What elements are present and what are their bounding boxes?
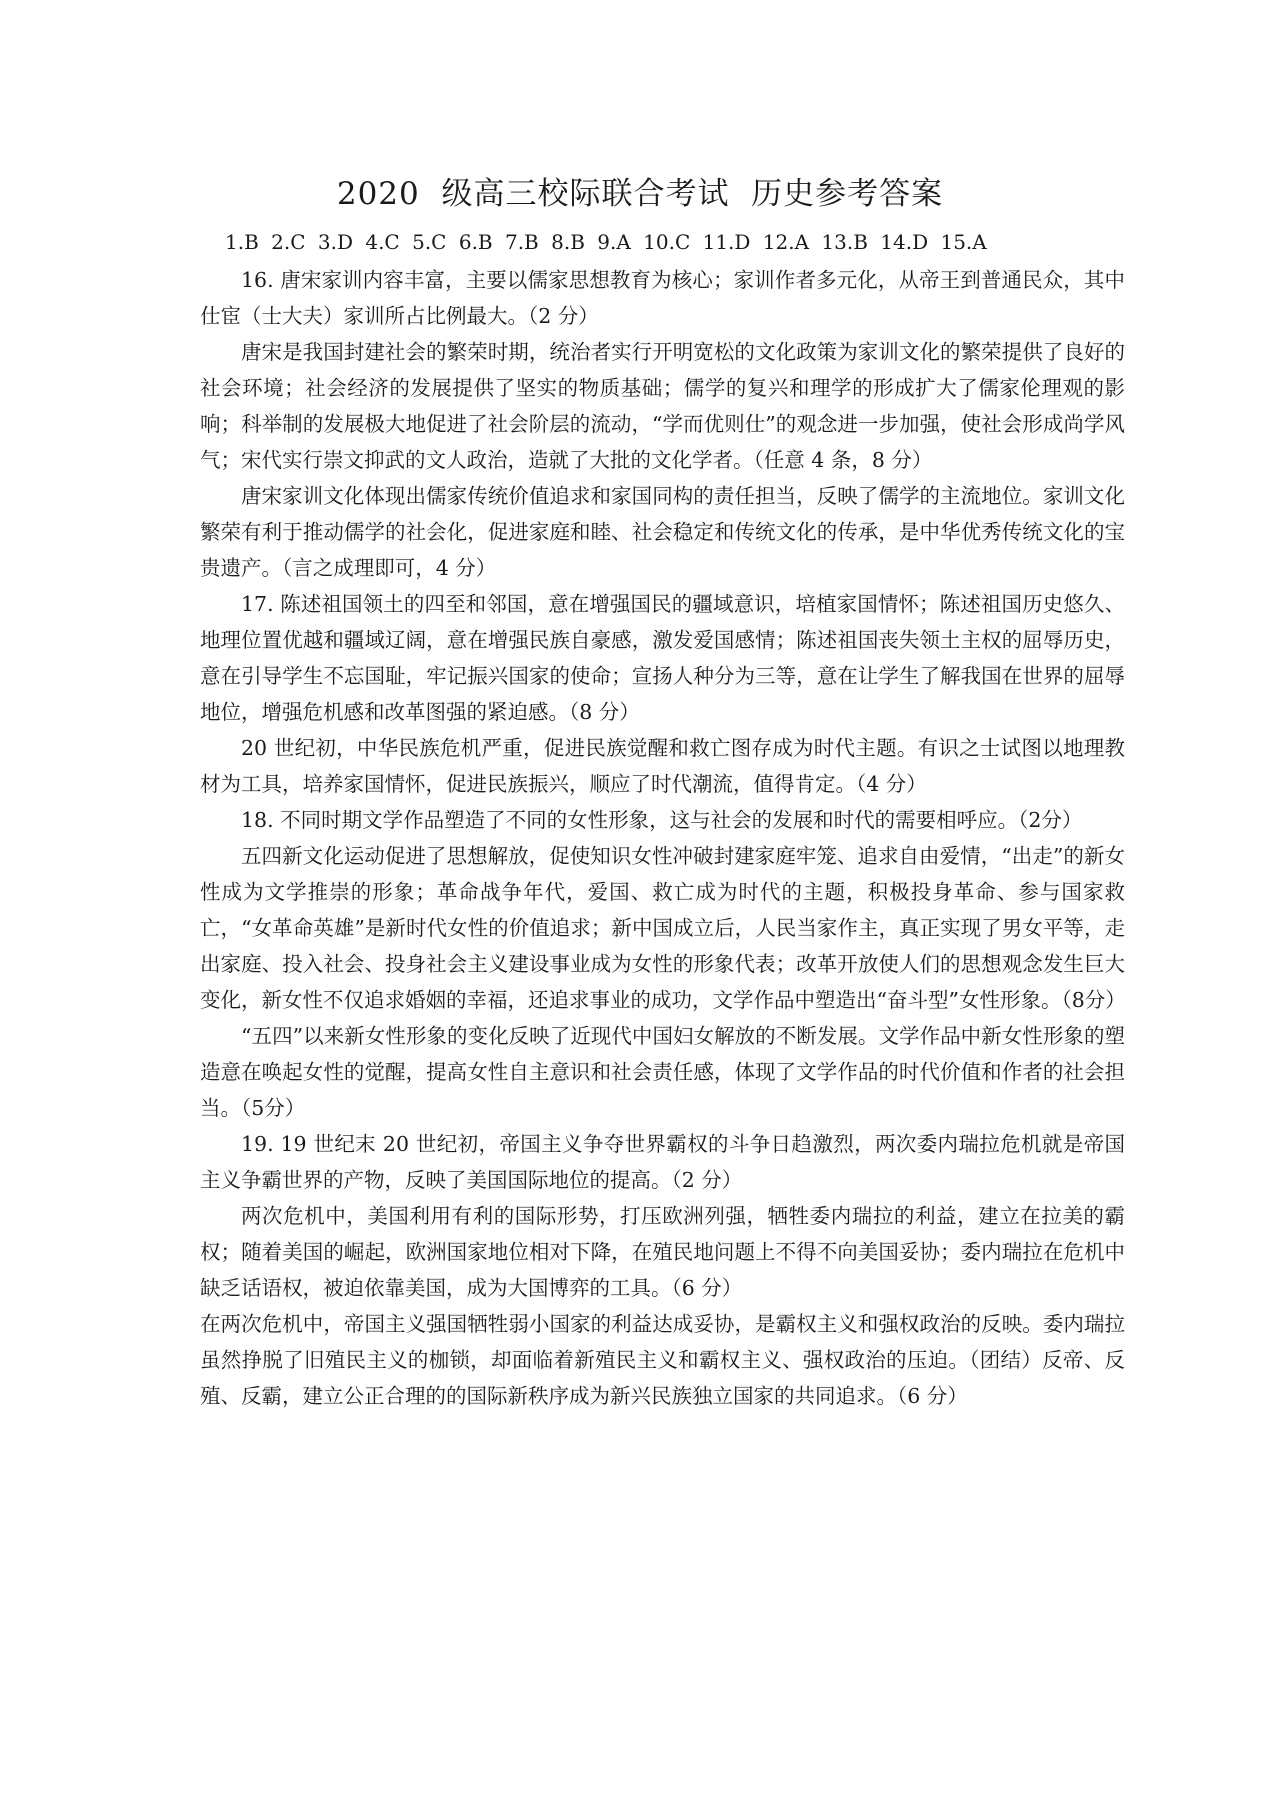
answer-18-part-3: “五四”以来新女性形象的变化反映了近现代中国妇女解放的不断发展。文学作品中新女性形象的塑造意在唤起女性的觉醒，提高女性自主意识和社会责任感，体现了文学作品的时代价值和作者的社会担当。（5分） bbox=[200, 1024, 1125, 1120]
answer-18-part-2: 五四新文化运动促进了思想解放，促使知识女性冲破封建家庭牢笼、追求自由爱情，“出走”的新女性成为文学推崇的形象；革命战争年代，爱国、救亡成为时代的主题，积极投身革命、参与国家救亡，“女革命英雄”是新时代女性的价值追求；新中国成立后，人民当家作主，真正实现了男女平等，走出家庭、投入社会、投身社会主义建设事业成为女性的形象代表；改革开放使人们的思想观念发生巨大变化，新女性不仅追求婚姻的幸福，还追求事业的成功，文学作品中塑造出“奋斗型”女性形象。（8分） bbox=[200, 844, 1126, 1012]
answer-17-part-1: 17. 陈述祖国领土的四至和邻国，意在增强国民的疆域意识，培植家国情怀；陈述祖国历史悠久、地理位置优越和疆域辽阔，意在增强民族自豪感，激发爱国感情；陈述祖国丧失领土主权的屈辱历史，意在引导学生不忘国耻，牢记振兴国家的使命；宣扬人种分为三等，意在让学生了解我国在世界的屈辱地位，增强危机感和改革图强的紧迫感。（8 分） bbox=[200, 592, 1125, 724]
answer-body bbox=[200, 262, 1125, 1414]
answer-19-part-2: 两次危机中，美国利用有利的国际形势，打压欧洲列强，牺牲委内瑞拉的利益，建立在拉美的霸权；随着美国的崛起，欧洲国家地位相对下降，在殖民地问题上不得不向美国妥协；委内瑞拉在危机中缺乏话语权，被迫依靠美国，成为大国博弈的工具。（6 分） bbox=[200, 1204, 1125, 1300]
answer-16-part-3: 唐宋家训文化体现出儒家传统价值追求和家国同构的责任担当，反映了儒学的主流地位。家训文化繁荣有利于推动儒学的社会化，促进家庭和睦、社会稳定和传统文化的传承，是中华优秀传统文化的宝贵遗产。（言之成理即可，4 分） bbox=[200, 484, 1125, 580]
multiple-choice-answers: 1.B 2.C 3.D 4.C 5.C 6.B 7.B 8.B 9.A 10.C 11.D 12.A 13.B 14.D 15.A bbox=[225, 230, 987, 254]
answer-16-part-2: 唐宋是我国封建社会的繁荣时期，统治者实行开明宽松的文化政策为家训文化的繁荣提供了良好的社会环境；社会经济的发展提供了坚实的物质基础；儒学的复兴和理学的形成扩大了儒家伦理观的影响；科举制的发展极大地促进了社会阶层的流动，“学而优则仕”的观念进一步加强，使社会形成尚学风气；宋代实行崇文抑武的文人政治，造就了大批的文化学者。（任意 4 条，8 分） bbox=[200, 340, 1125, 472]
answer-16-part-1: 16. 唐宋家训内容丰富，主要以儒家思想教育为核心；家训作者多元化，从帝王到普通民众，其中仕宦（士大夫）家训所占比例最大。（2 分） bbox=[200, 268, 1125, 328]
answer-18-part-1: 18. 不同时期文学作品塑造了不同的女性形象，这与社会的发展和时代的需要相呼应。（2分） bbox=[241, 808, 1083, 832]
answer-19-part-3: 在两次危机中，帝国主义强国牺牲弱小国家的利益达成妥协，是霸权主义和强权政治的反映。委内瑞拉虽然挣脱了旧殖民主义的枷锁，却面临着新殖民主义和霸权主义、强权政治的压迫。（团结）反帝、反殖、反霸，建立公正合理的的国际新秩序成为新兴民族独立国家的共同追求。（6 分） bbox=[200, 1312, 1125, 1408]
page-title: 2020 级高三校际联合考试 历史参考答案 bbox=[336, 176, 944, 212]
answer-17-part-2: 20 世纪初，中华民族危机严重，促进民族觉醒和救亡图存成为时代主题。有识之士试图以地理教材为工具，培养家国情怀，促进民族振兴，顺应了时代潮流，值得肯定。（4 分） bbox=[200, 736, 1125, 796]
answer-19-part-1: 19. 19 世纪末 20 世纪初，帝国主义争夺世界霸权的斗争日趋激烈，两次委内瑞拉危机就是帝国主义争霸世界的产物，反映了美国国际地位的提高。（2 分） bbox=[200, 1132, 1125, 1192]
